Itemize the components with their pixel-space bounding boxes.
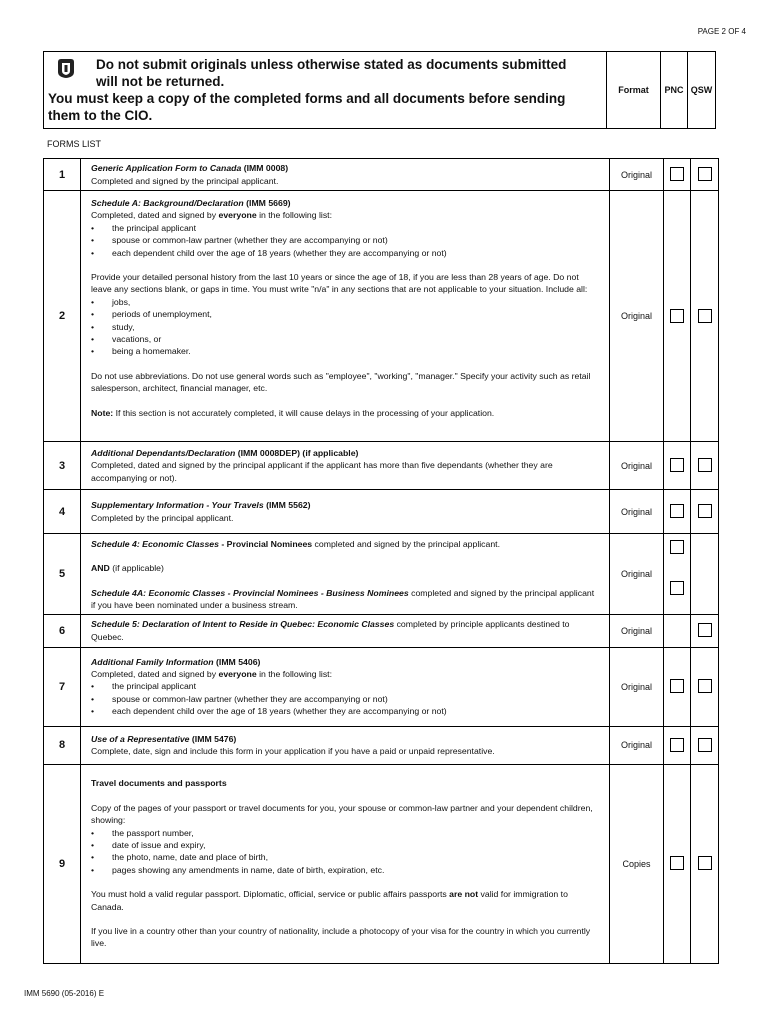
instruction-text: in the following list: — [256, 669, 333, 680]
passport-list — [91, 827, 599, 877]
signer-list — [91, 680, 599, 717]
schedule-4a-title: Schedule 4A: Economic Classes - Provincial Nominees - Business Nominees — [91, 587, 409, 598]
form-code: (IMM 5562) — [263, 500, 311, 511]
pnc-checkbox[interactable] — [670, 504, 684, 518]
form-footer-code: IMM 5690 (05-2016) E — [24, 989, 105, 998]
instruction-emphasis: everyone — [218, 210, 257, 221]
form-instructions: Completed by the principal applicant. — [91, 512, 234, 523]
qsw-checkbox[interactable] — [698, 309, 712, 323]
schedule-4-pnc-checkbox[interactable] — [670, 540, 684, 554]
form-row-2 — [44, 191, 719, 442]
note-text: If this section is not accurately completed, it will cause delays in the processing of your application. — [113, 407, 495, 418]
form-row-7 — [44, 647, 719, 726]
list-item: • date of issue and expiry, — [91, 839, 599, 851]
header-notice — [44, 52, 607, 129]
format-value: Original — [610, 647, 664, 726]
list-item: • spouse or common-law partner (whether they are accompanying or not) — [91, 234, 599, 246]
format-value: Original — [610, 534, 664, 615]
qsw-checkbox[interactable] — [698, 738, 712, 752]
validity-text: valid for immigration to Canada. — [91, 889, 568, 912]
format-value: Copies — [610, 764, 664, 963]
qsw-checkbox[interactable] — [698, 458, 712, 472]
form-instructions: Completed, dated and signed by the principal applicant if the applicant has more than five dependants (whether they are accompanying or not). — [91, 460, 553, 483]
pnc-checkbox[interactable] — [670, 856, 684, 870]
list-item: • each dependent child over the age of 18 years (whether they are accompanying or not) — [91, 247, 599, 259]
note-label: Note: — [91, 407, 114, 418]
format-value: Original — [610, 726, 664, 764]
format-value: Original — [610, 614, 664, 647]
row-description — [81, 726, 610, 764]
row-number: 1 — [44, 159, 81, 191]
format-value: Original — [610, 442, 664, 490]
row-number: 9 — [44, 764, 81, 963]
abbreviation-paragraph: Do not use abbreviations. Do not use general words such as "employee", "working", "manager." Specify your activity such as retail salesperson, architect, financial manager, etc. — [91, 370, 591, 394]
pnc-checkbox[interactable] — [670, 458, 684, 472]
list-item: • spouse or common-law partner (whether they are accompanying or not) — [91, 693, 599, 705]
form-title: Additional Dependants/Declaration — [91, 447, 236, 458]
pnc-checkbox[interactable] — [670, 738, 684, 752]
pnc-checkbox[interactable] — [670, 309, 684, 323]
format-value: Original — [610, 159, 664, 191]
schedule-4a-text: completed and signed by the principal applicant if you have been nominated under a business stream. — [91, 587, 595, 611]
list-item: • the principal applicant — [91, 680, 599, 692]
warning-icon — [54, 56, 78, 80]
form-row-3 — [44, 442, 719, 490]
format-column-header: Format — [607, 52, 661, 129]
pnc-column-header: PNC — [661, 52, 688, 129]
form-code: (IMM 0008) — [241, 163, 289, 174]
row-description — [81, 647, 610, 726]
form-title: Schedule 5: Declaration of Intent to Reside in Quebec: Economic Classes — [91, 619, 395, 630]
row-description — [81, 442, 610, 490]
form-title: Schedule A: Background/Declaration — [91, 198, 244, 208]
header-line-3: You must keep a copy of the completed forms and all documents before sending — [48, 91, 566, 106]
row-number: 3 — [44, 442, 81, 490]
validity-text: You must hold a valid regular passport. Diplomatic, official, service or public affairs passports — [91, 889, 450, 900]
schedule-4a-pnc-checkbox[interactable] — [670, 581, 684, 595]
schedule-4-title: Schedule 4: Economic Classes — [91, 539, 219, 549]
history-paragraph: Provide your detailed personal history from the last 10 years or since the age of 18, if you are less than 28 years of age. Do not leave any sections blank, or gaps in time. You must write "n/a" in any sections that are not applicable to your situation. Include all: — [91, 272, 588, 295]
row-description — [81, 534, 610, 615]
row-number: 6 — [44, 614, 81, 647]
row-number: 7 — [44, 647, 81, 726]
qsw-checkbox[interactable] — [698, 856, 712, 870]
list-item: • the passport number, — [91, 827, 599, 839]
form-row-8 — [44, 726, 719, 764]
form-title: Use of a Representative — [91, 733, 190, 744]
form-title: Supplementary Information - Your Travels — [91, 500, 264, 511]
list-item: • periods of unemployment, — [91, 308, 599, 320]
and-text: (if applicable) — [109, 563, 164, 574]
form-code: (IMM 5669) — [243, 198, 291, 208]
instruction-text: Completed, dated and signed by — [91, 669, 219, 680]
row-description — [81, 159, 610, 191]
passport-paragraph: Copy of the pages of your passport or travel documents for you, your spouse or common-law partner and your dependent children, showing: — [91, 802, 593, 826]
pnc-checkbox[interactable] — [670, 167, 684, 181]
list-item: • study, — [91, 321, 599, 333]
forms-table — [43, 158, 719, 964]
list-item: • the photo, name, date and place of birth, — [91, 851, 599, 863]
qsw-checkbox[interactable] — [698, 679, 712, 693]
form-instructions: Complete, date, sign and include this form in your application if you have a paid or unpaid representative. — [91, 746, 495, 757]
instruction-text: Completed, dated and signed by — [91, 210, 219, 221]
row-number: 5 — [44, 534, 81, 615]
qsw-checkbox[interactable] — [698, 167, 712, 181]
list-item: • vacations, or — [91, 333, 599, 345]
pnc-checkbox[interactable] — [670, 679, 684, 693]
row-description — [81, 764, 610, 963]
list-item: • pages showing any amendments in name, date of birth, expiration, etc. — [91, 864, 599, 876]
format-value: Original — [610, 490, 664, 534]
forms-list-label: FORMS LIST — [47, 139, 102, 149]
form-row-9 — [44, 764, 719, 963]
header-line-4: them to the CIO. — [48, 108, 153, 123]
signer-list — [91, 222, 599, 259]
form-row-1 — [44, 159, 719, 191]
validity-emphasis: are not — [449, 889, 479, 900]
header-line-1: Do not submit originals unless otherwise stated as documents submitted — [96, 57, 567, 72]
form-title: Generic Application Form to Canada — [91, 163, 242, 174]
row-description — [81, 191, 610, 442]
form-instructions: completed by principle applicants destined to Quebec. — [91, 619, 570, 642]
list-item: • jobs, — [91, 296, 599, 308]
schedule-4-subtitle: - Provincial Nominees — [218, 539, 313, 549]
row-description — [81, 490, 610, 534]
qsw-checkbox[interactable] — [698, 504, 712, 518]
instruction-text: in the following list: — [256, 210, 333, 221]
qsw-column-header: QSW — [688, 52, 716, 129]
header-table — [43, 51, 716, 129]
form-row-5 — [44, 534, 719, 615]
qsw-checkbox[interactable] — [698, 623, 712, 637]
list-item: • each dependent child over the age of 18 years (whether they are accompanying or not) — [91, 705, 599, 717]
page-number: PAGE 2 OF 4 — [697, 27, 746, 36]
list-item: • the principal applicant — [91, 222, 599, 234]
form-title: Additional Family Information — [91, 656, 214, 667]
instruction-emphasis: everyone — [218, 669, 257, 680]
header-line-2: will not be returned. — [96, 74, 225, 89]
row-number: 4 — [44, 490, 81, 534]
activity-list — [91, 296, 599, 358]
and-label: AND — [91, 563, 110, 574]
row-number: 8 — [44, 726, 81, 764]
form-instructions: Completed and signed by the principal applicant. — [91, 175, 279, 186]
form-code: (IMM 5406) — [213, 656, 261, 667]
format-value: Original — [610, 191, 664, 442]
list-item: • being a homemaker. — [91, 345, 599, 357]
form-row-4 — [44, 490, 719, 534]
form-title: Travel documents and passports — [91, 778, 227, 789]
row-number: 2 — [44, 191, 81, 442]
schedule-4-text: completed and signed by the principal applicant. — [312, 539, 501, 549]
row-description — [81, 614, 610, 647]
form-row-6 — [44, 614, 719, 647]
form-code: (IMM 5476) — [189, 733, 237, 744]
form-code: (IMM 0008DEP) (if applicable) — [235, 447, 359, 458]
visa-paragraph: If you live in a country other than your country of nationality, include a photocopy of your visa for the country in which you currently live. — [91, 926, 591, 949]
